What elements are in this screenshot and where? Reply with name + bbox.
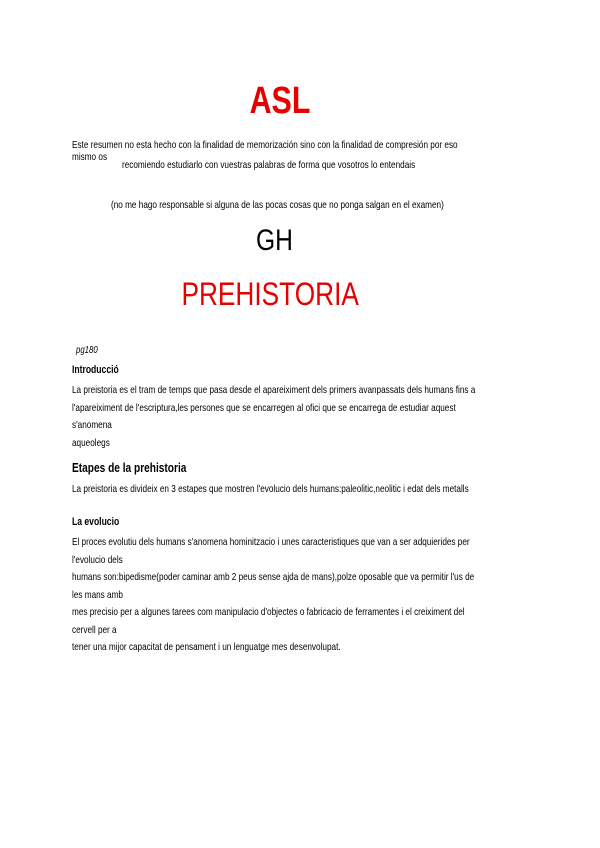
disclaimer-text: (no me hago responsable si alguna de las pocas cosas que no ponga salgan en el examen)	[111, 199, 444, 211]
intro-paragraph	[72, 382, 600, 452]
paragraph-line: tener una mijor capacitat de pensament i un lenguatge mes desenvolupat.	[72, 641, 341, 653]
paragraph-line: mes precisio per a algunes tarees com manipulacio d'objectes o fabricacio de ferramentes i el creiximent del cervell per a	[72, 606, 465, 636]
disclaimer-note	[111, 199, 538, 211]
subject-heading	[229, 224, 319, 258]
stages-paragraph	[72, 481, 581, 499]
heading-text: Introducció	[72, 364, 119, 376]
subject-text: GH	[255, 224, 293, 257]
disclaimer-text: recomiendo estudiarlo con vuestras palabras de forma que vosotros lo entendais	[122, 159, 416, 171]
paragraph-line: l'apareiximent de l'escriptura,les persones que se encarregen al ofici que se encarrega de estudiar aquest s'anomena	[72, 401, 456, 431]
heading-text: Etapes de la prehistoria	[72, 460, 187, 475]
stages-heading	[72, 460, 219, 475]
disclaimer-text: Este resumen no esta hecho con la finalidad de memorización sino con la finalidad de compresión por eso mismo os	[72, 139, 458, 163]
heading-text: La evolucio	[72, 516, 120, 528]
section-title-text: PREHISTORIA	[181, 276, 359, 312]
paragraph-line: La preistoria es divideix en 3 estapes que mostren l'evolucio dels humans:paleolitic,neolitic i edat dels metalls	[72, 483, 469, 495]
paragraph-line: El proces evolutiu dels humans s'anomena hominitzacio i unes caracteristiques que van a ser adquierides per l'evolucio dels	[72, 536, 470, 566]
page-reference-text: pg180	[76, 345, 98, 356]
evolution-paragraph	[72, 534, 600, 657]
evolution-heading	[72, 516, 133, 528]
paragraph-line: humans son:bipedisme(poder caminar amb 2 peus sense ajda de mans),polze oposable que va permitir l'us de les mans amb	[72, 571, 475, 601]
disclaimer-line	[122, 159, 498, 171]
section-title	[140, 276, 400, 313]
paragraph-line: La preistoria es el tram de temps que pasa desde el apareiximent dels primers avanpassats dels humans fins a	[72, 384, 476, 396]
paragraph-line: aqueolegs	[72, 436, 110, 449]
document-title: ASL	[249, 80, 311, 122]
page-reference	[76, 345, 104, 356]
intro-heading	[72, 364, 132, 376]
